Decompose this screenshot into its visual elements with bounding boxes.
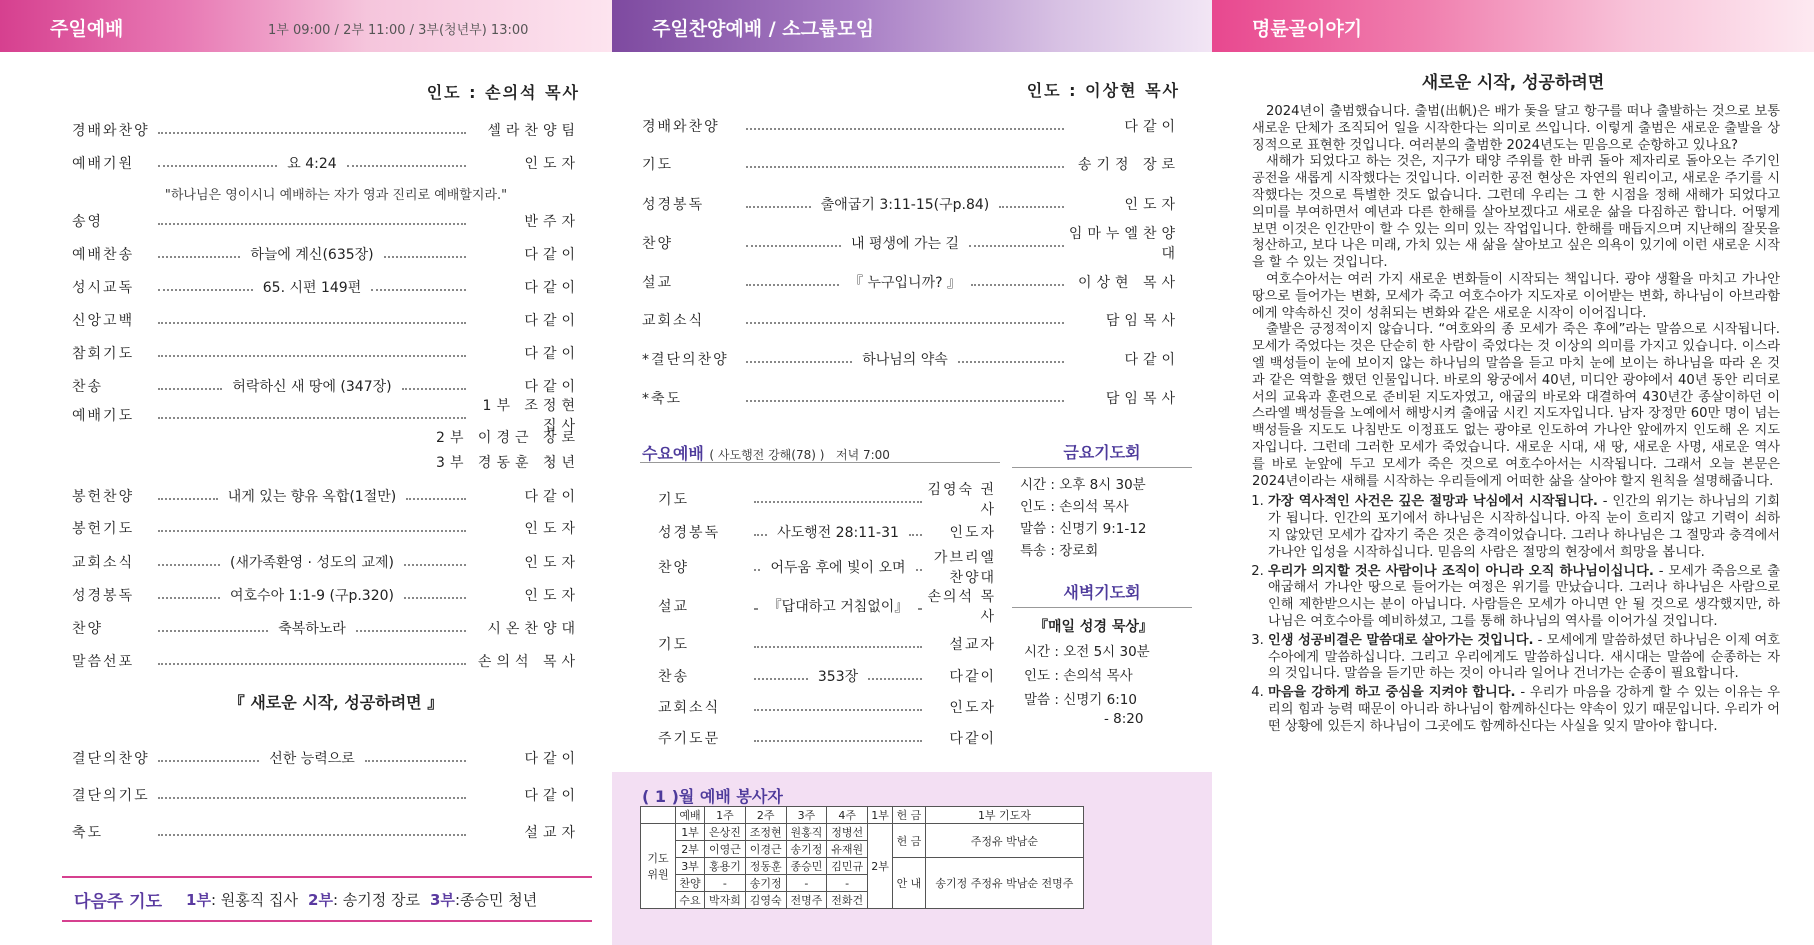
panel-title: 명륜골이야기 [1252, 18, 1363, 40]
service-times: 1부 09:00 / 2부 11:00 / 3부(청년부) 13:00 [268, 23, 529, 38]
vol-cell: 수요 [676, 892, 705, 909]
order-label: 찬양 [72, 621, 104, 637]
article-para: 출발은 긍정적이지 않습니다. “여호와의 종 모세가 죽은 후에”라는 말씀으로 시작됩니다. 모세가 죽었다는 것은 단순히 한 사람이 죽었다는 것 이상의 의미를 가지고 있습니다. 이스라엘 백성들이 눈에 보이지 않는 하나님의 말씀을 듣고 마치 눈에 보이는 하나님을 따라 온 것과 같은 역할을 했던 인물입니다. 바로의 왕궁에서 40년, 미디안 광야에서 40년 동안 리더로서의 교육과 훈련으로 준비된 지도자였고, 애굽의 바로와 대결하여 430년간 종살이하던 이스라엘 백성들을 노예에서 해방시켜 출애굽 시킨 지도자입니다. 남자 장정만 60만 명이 넘는 백성들을 지도도 나침반도 이정표도 없는 광야로 인도하여 가나안 앞에까지 인도해 온 지도자입니다. 그런데 그러한 모세가 죽었습니다. 새로운 시대, 새 땅, 새로운 사명, 새로운 역사를 바로 눈앞에 두고 모세가 죽은 것으로 여호수아서는 시작됩니다. 그래서 오늘 본문은 2024년이라는 새해를 시작하는 우리들에게 어떠한 삶을 살아야 할지 원칙을 설명해줍니다. [1252, 322, 1780, 489]
worship-leader: 인도 : 손의석 목사 [426, 83, 580, 102]
order-person: 설교자 [524, 825, 580, 841]
leader-dots [356, 630, 466, 632]
panel-header [1212, 0, 1814, 52]
order-row [72, 152, 580, 174]
order-person: 가브리엘 찬양대 [933, 550, 997, 586]
article-body [1252, 104, 1780, 737]
column-panel [1212, 0, 1814, 945]
order-label: 송영 [72, 214, 104, 230]
vol-cell: 찬양 [676, 875, 705, 892]
order-label: 찬송 [72, 379, 104, 395]
point-heading: 우리가 의지할 것은 사람이나 조직이 아니라 오직 하나님이십니다. [1268, 563, 1654, 579]
order-label: 경배와찬양 [72, 123, 150, 139]
order-label: 성경봉독 [642, 197, 705, 213]
order-person: 담임목사 [1105, 391, 1180, 407]
next-week-prayer [62, 876, 592, 922]
panel-header [612, 0, 1212, 52]
order-detail: 하나님의 약속 [856, 349, 954, 369]
order-person: 반주자 [524, 214, 580, 230]
order-row [642, 387, 1180, 409]
order-row [658, 521, 996, 543]
sunday-worship-panel [0, 0, 612, 945]
order-label: 찬양 [658, 560, 690, 576]
leader-dots [909, 534, 922, 536]
vol-head-blank [641, 807, 676, 824]
leader-dots [746, 128, 1064, 130]
vol-cell: 2부 [676, 841, 705, 858]
order-row [658, 589, 996, 625]
fri-title: 금요기도회 [1063, 443, 1141, 462]
order-row [642, 153, 1180, 175]
order-detail: 출애굽기 3:11-15(구p.84) [815, 194, 995, 214]
article-point [1268, 685, 1780, 735]
order-detail: 어두움 후에 빛이 오며 [764, 557, 911, 577]
order-row [72, 517, 580, 539]
order-person: 설교자 [949, 637, 996, 653]
article-points [1252, 494, 1780, 735]
leader-dots [158, 498, 218, 500]
order-row [72, 243, 580, 265]
article-para: 새해가 되었다고 하는 것은, 지구가 태양 주위를 한 바퀴 돌아 제자리로 돌아오는 주기인 공전을 새롭게 시작했다는 것입니다. 이러한 공전 현상은 자연의 원리이고, 새로운 주기를 시작했다는 것으로 특별한 것도 없습니다. 그런데 우리는 그 한 시점을 정해 새해가 되었다고 의미를 부여하면서 예년과 다른 한해를 살아보겠다고 새로운 삶을 다짐하곤 합니다. 어떻게 보면 이것은 인간만이 할 수 있는 의미 있는 작업입니다. 한해를 매듭지으며 지난해의 잘못을 청산하고, 보다 나은 미래, 가치 있는 새 삶을 살아보고 싶은 의욕이 있기에 이런 새로운 시작을 할 수 있는 것입니다. [1252, 154, 1780, 271]
leader-dots [754, 608, 758, 610]
panel-title: 주일예배 [50, 18, 124, 40]
vol-cell: 은상진 [705, 824, 746, 841]
leader-dots [969, 245, 1064, 247]
vol-head-row [641, 807, 1084, 824]
vol-head: 헌 금 [893, 807, 926, 824]
order-label: 교회소식 [658, 700, 721, 716]
volunteer-title: ( 1 )월 예배 봉사자 [642, 787, 783, 806]
order-person: 손의석 목사 [927, 589, 996, 625]
leader-dots [746, 361, 852, 363]
order-detail: 요 4:24 [281, 153, 342, 173]
order-label: *축도 [642, 391, 683, 407]
order-row [658, 665, 996, 687]
vol-head: 2주 [745, 807, 786, 824]
order-person: 이상현 목사 [1077, 275, 1181, 291]
wednesday-title [642, 441, 890, 464]
order-label: 신앙고백 [72, 313, 135, 329]
invocation-quote: "하나님은 영이시니 예배하는 자가 영과 진리로 예배할지라." [164, 188, 508, 203]
order-label: 기도 [658, 637, 690, 653]
fri-line: 인도 : 손의석 목사 [1020, 499, 1129, 515]
leader-dots [158, 355, 466, 357]
dawn-line: 인도 : 손의석 목사 [1024, 668, 1133, 684]
order-detail: 내 평생에 가는 길 [845, 233, 965, 253]
order-label: 기도 [642, 157, 674, 173]
leader-dots [754, 569, 760, 571]
next-week-p1: : 원홍직 집사 [210, 890, 299, 909]
leader-dots [158, 256, 240, 258]
order-label: 예배기도 [72, 408, 135, 424]
order-row [642, 193, 1180, 215]
wed-time: 저녁 7:00 [835, 448, 890, 462]
leader-dots [402, 388, 466, 390]
volunteer-table [640, 806, 1084, 909]
order-person: 다같이 [1124, 119, 1180, 135]
order-label: 찬양 [642, 236, 674, 252]
leader-dots [918, 608, 922, 610]
vol-cell: 박자희 [705, 892, 746, 909]
order-detail: 하늘에 계신(635장) [244, 244, 379, 264]
article-para: 2024년이 출범했습니다. 출범(出帆)은 배가 돛을 달고 항구를 떠나 출발하는 것으로 보통 새로운 단체가 조직되어 일을 시작한다는 의미로 쓰입니다. 이렇게 출범은 새로운 출발을 상징적으로 표현한 것입니다. 여러분의 출범한 2024년도는 믿음으로 순항하고 있나요? [1252, 104, 1780, 153]
order-label: 주기도문 [658, 731, 721, 747]
order-person: 다같이 [524, 751, 581, 767]
dawn-lines [1012, 640, 1192, 726]
order-person: 다같이 [524, 489, 581, 505]
fri-divider [1012, 467, 1192, 468]
vol-cell: - [705, 875, 746, 892]
order-label: 찬송 [658, 669, 690, 685]
prayer-3rd: 3부 경동훈 청년 [436, 455, 580, 471]
order-person: 인도자 [524, 555, 580, 571]
vol-head: 4주 [827, 807, 868, 824]
order-label: 설교 [658, 599, 690, 615]
fri-line: 시간 : 오후 8시 30분 [1020, 477, 1146, 493]
order-detail: 65. 시편 149편 [257, 277, 367, 297]
order-row [642, 348, 1180, 370]
order-label: *결단의찬양 [642, 352, 729, 368]
leader-dots [404, 597, 466, 599]
order-row [658, 482, 996, 518]
order-label: 교회소식 [72, 555, 135, 571]
order-row [72, 821, 580, 843]
leader-dots [158, 597, 220, 599]
leader-dots [746, 284, 839, 286]
order-person: 인도자 [1124, 197, 1181, 213]
vol-cell: - [827, 875, 868, 892]
order-detail: 『 누구입니까? 』 [843, 272, 967, 292]
order-row [72, 342, 580, 364]
order-label: 결단의기도 [72, 788, 150, 804]
leader-dots [158, 165, 277, 167]
panel-header [0, 0, 612, 52]
leader-dots [746, 245, 841, 247]
order-row [642, 309, 1180, 331]
point-text: - 우리가 마음을 강하게 할 수 있는 이유는 우리의 힘과 능력 때문이 아니라 하나님이 함께하신다는 약속이 있기 때문입니다. 우리가 어떤 상황에 있든지 하나님이 그곳에도 함께하신다는 사실을 잊지 말아야 합니다. [1268, 685, 1781, 734]
leader-dots [999, 206, 1064, 208]
order-row [658, 727, 996, 749]
sermon-title: 『 새로운 시작, 성공하려면 』 [228, 693, 444, 712]
order-person: 다같이 [524, 280, 580, 296]
leader-dots [158, 630, 268, 632]
leader-dots [158, 223, 466, 225]
order-detail: 여호수아 1:1-9 (구p.320) [224, 585, 400, 605]
dawn-title: 새벽기도회 [1063, 583, 1141, 602]
vol-head: 3주 [786, 807, 827, 824]
vol-cell: 원홍직 [786, 824, 827, 841]
leader-dots [158, 132, 466, 134]
point-heading: 가장 역사적인 사건은 깊은 절망과 낙심에서 시작됩니다. [1268, 494, 1598, 510]
order-label: 참회기도 [72, 346, 135, 362]
order-detail: 선한 능력으로 [263, 748, 361, 768]
leader-dots [754, 501, 922, 503]
leader-dots [754, 740, 922, 742]
leader-dots [916, 569, 922, 571]
order-row [658, 633, 996, 655]
article-point [1268, 633, 1780, 683]
vol-cell: 이영근 [705, 841, 746, 858]
order-person: 다같이 [949, 731, 996, 747]
order-row [72, 485, 580, 507]
vol-offering: 헌 금 [893, 824, 926, 858]
dawn-line: 시간 : 오전 5시 30분 [1024, 644, 1150, 660]
wed-divider [640, 462, 1000, 463]
order-row [72, 119, 580, 141]
vol-group-label: 기도 위원 [641, 824, 676, 909]
leader-dots [158, 663, 466, 665]
order-detail: 353장 [812, 666, 864, 686]
vol-cell: - [786, 875, 827, 892]
leader-dots [971, 284, 1064, 286]
vol-cell: 송기정 [786, 841, 827, 858]
wed-sub: ( 사도행전 강해(78) ) [709, 448, 825, 462]
leader-dots [746, 166, 1064, 168]
leader-dots [384, 256, 466, 258]
order-person: 인도자 [949, 525, 997, 541]
order-person: 다같이 [524, 346, 580, 362]
evening-worship-panel [612, 0, 1212, 945]
vol-cell: 1부 [676, 824, 705, 841]
order-row [72, 747, 580, 769]
order-label: 예배기원 [72, 156, 135, 172]
order-person: 다같이 [1124, 352, 1181, 368]
order-row [642, 271, 1180, 293]
leader-dots [158, 564, 220, 566]
leader-dots [158, 760, 259, 762]
order-label: 성경봉독 [658, 525, 721, 541]
dawn-line: 말씀 : 신명기 6:10 [1024, 692, 1137, 708]
fri-line: 말씀 : 신명기 9:1-12 [1020, 521, 1147, 537]
next-week-n1: 1부 [186, 890, 211, 909]
article-point [1268, 494, 1780, 561]
order-person: 1부 조정현 집사 [482, 398, 580, 434]
order-person: 다같이 [524, 788, 580, 804]
leader-dots [404, 564, 466, 566]
order-row [72, 617, 580, 639]
order-row [72, 210, 580, 232]
order-person: 시온찬양대 [487, 621, 580, 637]
point-text: - 인간의 위기는 하나님의 기회가 됩니다. 인간의 포기에서 하나님은 시작하십니다. 아직 눈이 흐리지 않고 기력이 쇠하지 않았던 모세가 갑자기 죽은 것은 충격이었습니다. 그러나 하나님은 그 절망과 충격에서 가나안 입성을 시작하십니다. 믿음의 사람은 절망의 현장에서 희망을 봅니다. [1268, 494, 1780, 560]
order-label: 말씀선포 [72, 654, 135, 670]
leader-dots [158, 289, 253, 291]
order-person: 인도자 [524, 521, 580, 537]
vol-cell: 김영숙 [745, 892, 786, 909]
order-person: 임마누엘찬양대 [1068, 226, 1180, 262]
leader-dots [746, 206, 811, 208]
order-label: 설교 [642, 275, 674, 291]
prayer-extra [436, 426, 580, 476]
vol-head: 1주 [705, 807, 746, 824]
vol-cell: 정병선 [827, 824, 868, 841]
fri-lines [1012, 474, 1192, 562]
panel-title: 주일찬양예배 / 소그룹모임 [652, 18, 875, 40]
leader-dots [158, 322, 466, 324]
leader-dots [754, 678, 808, 680]
vol-cell: 홍용기 [705, 858, 746, 875]
next-week-n2: 2부 [308, 890, 333, 909]
order-label: 예배찬송 [72, 247, 135, 263]
leader-dots [746, 322, 1064, 324]
order-person: 담임목사 [1105, 313, 1180, 329]
order-detail: 축복하노라 [272, 618, 352, 638]
order-row [72, 551, 580, 573]
vol-cell: 정동훈 [745, 858, 786, 875]
point-text: - 모세가 죽음으로 출애굽해서 가나안 땅으로 들어가는 여정은 위기를 만났습니다. 그러나 하나님은 사람으로 인해 제한받으시는 분이 아닙니다. 사람들은 모세가 아니면 안 될 것으로 생각했지만, 하나님은 여호수아를 예비하셨고, 그를 통해 하나님의 역사를 이어가실 것입니다. [1268, 563, 1780, 629]
leader-dots [158, 797, 466, 799]
order-person: 인도자 [949, 700, 996, 716]
vol-cell: 전명주 [786, 892, 827, 909]
leader-dots [158, 417, 466, 419]
order-detail: 허락하신 새 땅에 (347장) [226, 376, 397, 396]
order-row [72, 398, 580, 434]
order-label: 경배와찬양 [642, 119, 720, 135]
order-row [72, 375, 580, 397]
dawn-divider [1012, 607, 1192, 608]
leader-dots [958, 361, 1064, 363]
order-person: 셀라찬양팀 [487, 123, 580, 139]
vol-guide-person: 송기정 주정유 박남순 전명주 [925, 858, 1083, 909]
order-detail: (새가족환영 · 성도의 교제) [224, 552, 400, 572]
vol-cell: 종승민 [786, 858, 827, 875]
vol-head: 1부 [868, 807, 893, 824]
order-row [72, 309, 580, 331]
vol-offering-person: 주정유 박남순 [925, 824, 1083, 858]
order-detail: 내게 있는 향유 옥합(1절만) [222, 486, 402, 506]
worship-leader: 인도 : 이상현 목사 [1026, 81, 1180, 100]
vol-cell: 이경근 [745, 841, 786, 858]
order-person: 다같이 [524, 313, 580, 329]
leader-dots [754, 709, 922, 711]
order-label: 봉헌찬양 [72, 489, 135, 505]
vol-cell: 전화건 [827, 892, 868, 909]
prayer-2nd: 2부 이경근 장로 [436, 430, 580, 446]
leader-dots [406, 498, 466, 500]
leader-dots [158, 834, 466, 836]
dawn-line: - 8:20 [1104, 711, 1144, 727]
next-week-title: 다음주 기도 [74, 891, 163, 912]
vol-cell: 조정현 [745, 824, 786, 841]
order-label: 교회소식 [642, 313, 705, 329]
order-row [658, 696, 996, 718]
leader-dots [365, 760, 466, 762]
leader-dots [868, 678, 922, 680]
next-week-p2: : 송기정 장로 [332, 890, 420, 909]
order-row [642, 226, 1180, 262]
leader-dots [158, 388, 222, 390]
point-heading: 마음을 강하게 하고 중심을 지켜야 합니다. [1268, 685, 1516, 701]
vol-row [641, 858, 1084, 875]
vol-head: 예배 [676, 807, 705, 824]
vol-guide: 안 내 [893, 858, 926, 909]
order-person: 다같이 [524, 247, 580, 263]
leader-dots [158, 530, 466, 532]
order-person: 다같이 [949, 669, 996, 685]
article-title: 새로운 시작, 성공하려면 [1421, 73, 1605, 93]
volunteer-section [612, 772, 1212, 945]
point-heading: 인생 성공비결은 말씀대로 살아가는 것입니다. [1268, 632, 1534, 648]
fri-line: 특송 : 장로회 [1020, 543, 1099, 559]
order-row [72, 584, 580, 606]
order-row [72, 784, 580, 806]
order-person: 인도자 [524, 156, 581, 172]
leader-dots [347, 165, 466, 167]
friday-prayer [1012, 440, 1192, 562]
order-label: 성시교독 [72, 280, 135, 296]
point-text: - 모세에게 말씀하셨던 하나님은 이제 여호수아에게 말씀하십니다. 그리고 우리에게도 말씀하십니다. 새시대는 말씀에 순종하는 자의 것입니다. 말씀을 듣기만 하는 것이 아니라 일어나 건너가는 순종이 필요합니다. [1268, 632, 1780, 682]
order-label: 성경봉독 [72, 588, 135, 604]
order-detail: 『답대하고 거침없이』 [762, 596, 915, 616]
order-label: 봉헌기도 [72, 521, 135, 537]
next-week-n3: 3부 [430, 890, 455, 909]
order-row [658, 550, 997, 586]
order-person: 송기정 장로 [1077, 157, 1180, 173]
vol-cell: 송기정 [745, 875, 786, 892]
next-week-p3: :종승민 청년 [454, 890, 538, 909]
vol-cell: 김민규 [827, 858, 868, 875]
order-person: 인도자 [524, 588, 580, 604]
vol-head: 1부 기도자 [925, 807, 1083, 824]
vol-cell: 3부 [676, 858, 705, 875]
order-person: 손의석 목사 [477, 654, 580, 670]
order-label: 결단의찬양 [72, 751, 150, 767]
leader-dots [754, 646, 922, 648]
article-point [1268, 564, 1780, 631]
order-label: 축도 [72, 825, 104, 841]
leader-dots [371, 289, 466, 291]
vol-row [641, 824, 1084, 841]
order-row [642, 115, 1180, 137]
vol-cell: 유재원 [827, 841, 868, 858]
order-row [72, 650, 580, 672]
order-label: 기도 [658, 492, 690, 508]
vol-2bu: 2부 [868, 824, 893, 909]
wed-title: 수요예배 [642, 444, 704, 463]
order-detail: 사도행전 28:11-31 [771, 522, 905, 542]
leader-dots [746, 400, 1064, 402]
order-row [72, 276, 580, 298]
leader-dots [754, 534, 767, 536]
dawn-prayer [1012, 580, 1192, 726]
order-person: 김영숙 권사 [927, 482, 996, 518]
order-person: 다같이 [524, 379, 581, 395]
article-para: 여호수아서는 여러 가지 새로운 변화들이 시작되는 책입니다. 광야 생활을 마치고 가나안 땅으로 들어가는 변화, 모세가 죽고 여호수아가 지도자로 이어받는 변화, 하나님이 아브라함에게 약속하신 것이 성취되는 변화와 같은 새로운 시작이 이어집니다. [1252, 271, 1780, 321]
dawn-theme: 『매일 성경 묵상』 [1034, 619, 1153, 635]
